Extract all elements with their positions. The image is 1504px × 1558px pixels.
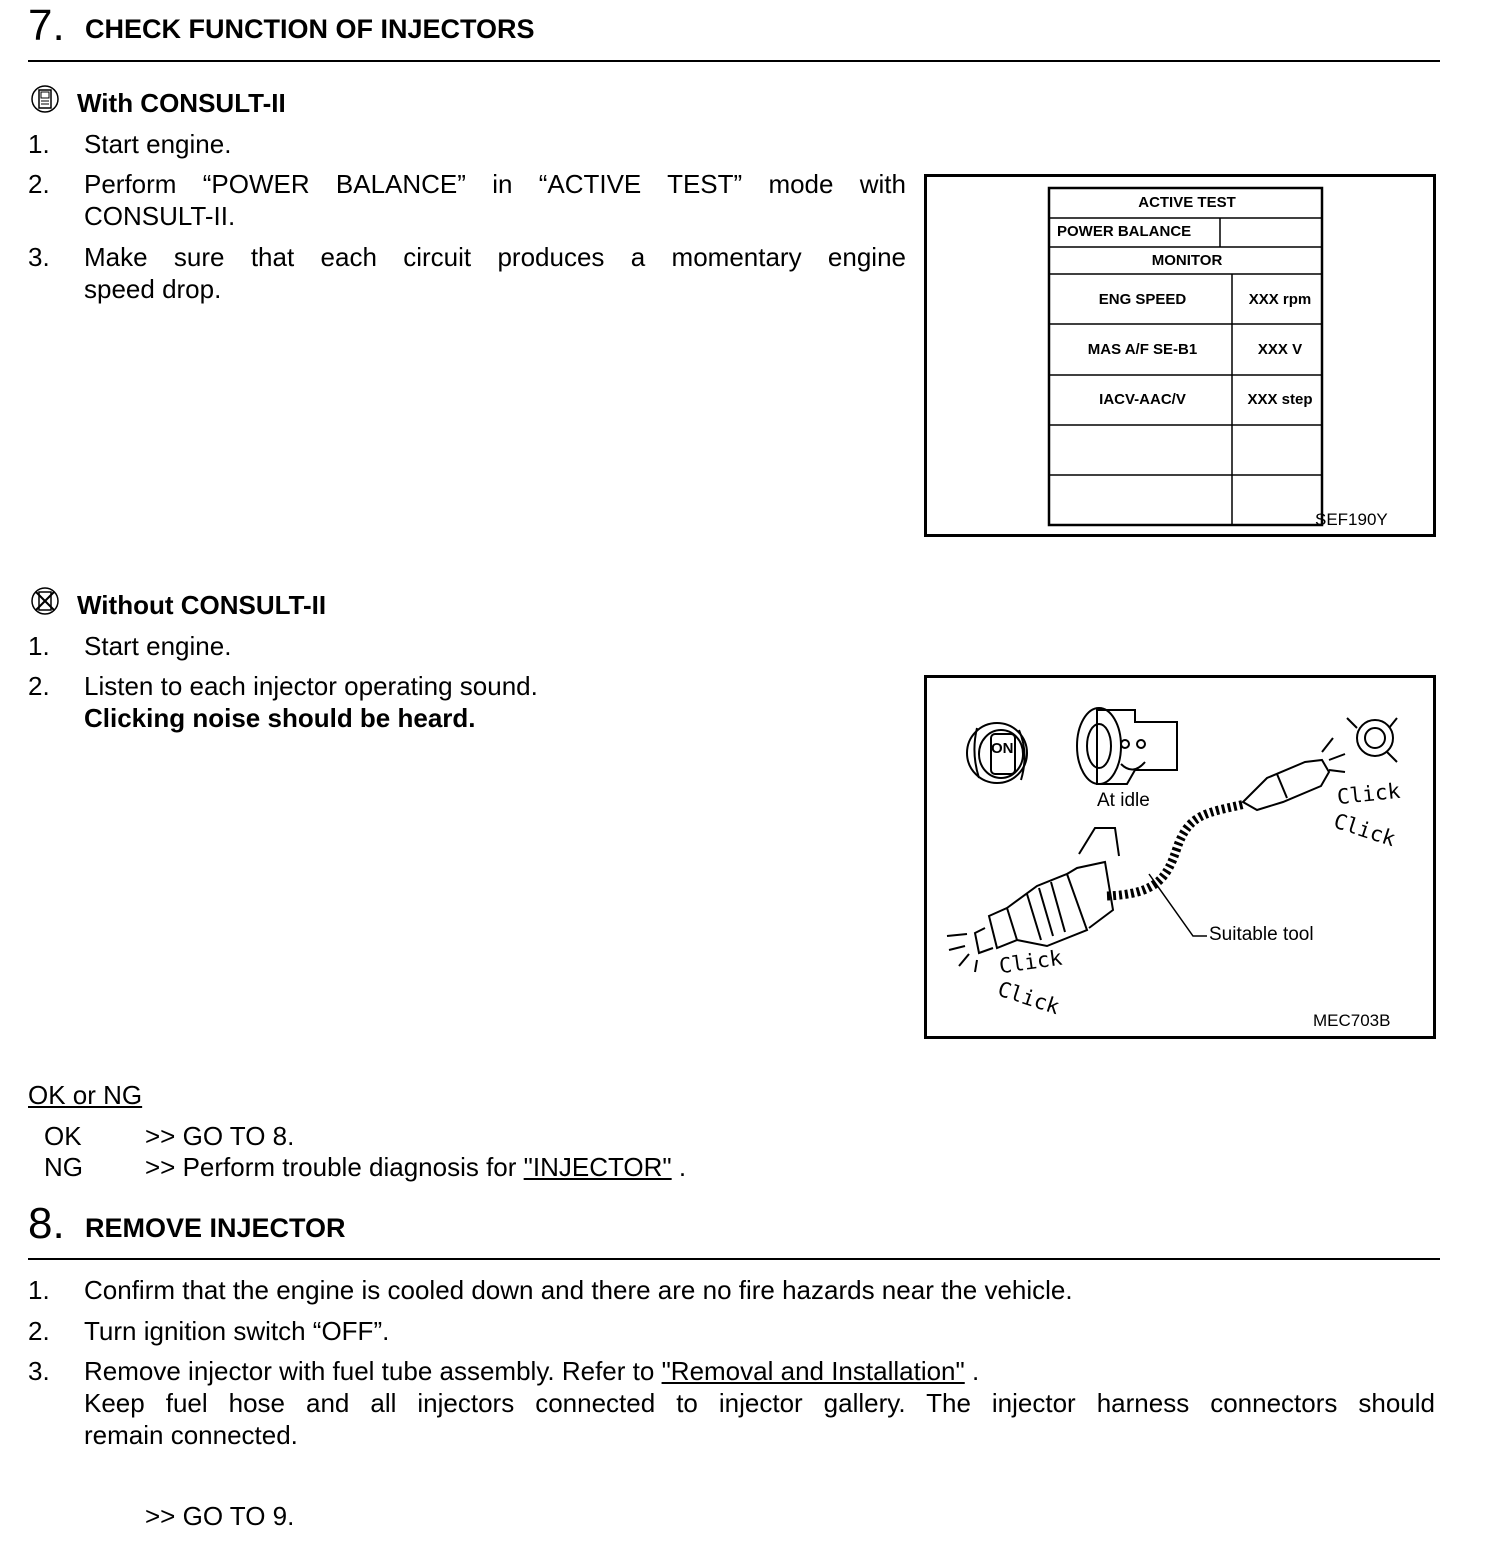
monitor-row-label: IACV-AAC/V	[1099, 391, 1186, 408]
step-8-title: REMOVE INJECTOR	[85, 1213, 346, 1243]
figure-injector-click	[924, 675, 1436, 1039]
monitor-label: MONITOR	[1151, 252, 1223, 269]
click-label: Click	[1330, 808, 1399, 852]
figure-id: MEC703B	[1313, 1011, 1391, 1030]
ok-action: >> GO TO 8.	[145, 1121, 295, 1151]
tool-cable	[1107, 804, 1245, 896]
step-7-rule	[28, 60, 1440, 62]
list-item-number: 1.	[28, 631, 50, 661]
list-item-number: 3.	[28, 242, 50, 272]
click-label: Click	[1335, 778, 1402, 810]
callout-line	[1149, 874, 1207, 936]
step-7-number: 7.	[28, 1, 65, 50]
monitor-row-value: XXX rpm	[1248, 291, 1312, 308]
monitor-row-label: ENG SPEED	[1098, 291, 1187, 308]
list-item-text: Make sure that each circuit produces a momentary engine	[84, 242, 906, 272]
at-idle-label: At idle	[1097, 790, 1150, 811]
power-balance-label: POWER BALANCE	[1057, 223, 1192, 240]
list-item-text-cont: remain connected.	[84, 1420, 298, 1450]
ok-label: OK	[44, 1121, 82, 1151]
list-item-text-part: Remove injector with fuel tube assembly. Refer to	[84, 1356, 655, 1386]
click-label: Click	[997, 945, 1064, 979]
list-item-text-cont: CONSULT-II.	[84, 201, 236, 231]
list-item-text-cont: Keep fuel hose and all injectors connected to injector gallery. The injector harness connectors should	[84, 1388, 1435, 1418]
list-item-number: 2.	[28, 671, 50, 701]
list-item-text: Confirm that the engine is cooled down and there are no fire hazards near the vehicle.	[84, 1275, 1073, 1305]
list-item-number: 2.	[28, 169, 50, 199]
ng-label: NG	[44, 1152, 83, 1182]
ng-action-end: .	[678, 1152, 687, 1182]
active-test-header: ACTIVE TEST	[1138, 194, 1236, 211]
figure-active-test	[924, 174, 1436, 537]
list-item-number: 3.	[28, 1356, 50, 1386]
ng-action	[145, 1151, 686, 1183]
list-item-text: Turn ignition switch “OFF”.	[84, 1316, 390, 1346]
list-item-text: Start engine.	[84, 129, 232, 159]
no-consult-icon	[30, 586, 60, 616]
list-item-text: Listen to each injector operating sound.	[84, 671, 538, 701]
monitor-row-label: MAS A/F SE-B1	[1087, 341, 1198, 358]
with-consult-heading: With CONSULT-II	[77, 88, 286, 118]
fuel-injector-icon	[975, 828, 1119, 953]
list-item-text: Start engine.	[84, 631, 232, 661]
list-item-text: Perform “POWER BALANCE” in “ACTIVE TEST” mode with	[84, 169, 906, 199]
injector-link[interactable]: "INJECTOR"	[523, 1152, 672, 1182]
step-8-number: 8.	[28, 1199, 65, 1248]
step-7-title: CHECK FUNCTION OF INJECTORS	[85, 14, 535, 44]
without-consult-heading: Without CONSULT-II	[77, 590, 327, 620]
list-item-number: 1.	[28, 1275, 50, 1305]
suitable-tool-label: Suitable tool	[1209, 924, 1314, 945]
removal-installation-link[interactable]: "Removal and Installation"	[661, 1356, 965, 1386]
list-item-number: 1.	[28, 129, 50, 159]
ng-action-text: >> Perform trouble diagnosis for	[145, 1152, 517, 1182]
consult-icon	[30, 84, 60, 114]
ok-ng-heading: OK or NG	[28, 1080, 143, 1110]
monitor-row-value: XXX step	[1247, 391, 1313, 408]
goto-next-step: >> GO TO 9.	[145, 1501, 295, 1531]
sound-lines-icon	[947, 934, 977, 972]
list-item-text	[84, 1355, 979, 1387]
click-label: Click	[994, 976, 1063, 1020]
step-8-rule	[28, 1258, 1440, 1260]
key-on-label: ON	[991, 740, 1014, 757]
figure-id: SEF190Y	[1315, 510, 1388, 529]
list-item-text-cont: speed drop.	[84, 274, 222, 304]
monitor-row-value: XXX V	[1257, 341, 1303, 358]
list-item-emphasis: Clicking noise should be heard.	[84, 703, 476, 733]
list-item-number: 2.	[28, 1316, 50, 1346]
list-item-text-end: .	[971, 1356, 980, 1386]
engine-face-icon	[1077, 708, 1177, 784]
